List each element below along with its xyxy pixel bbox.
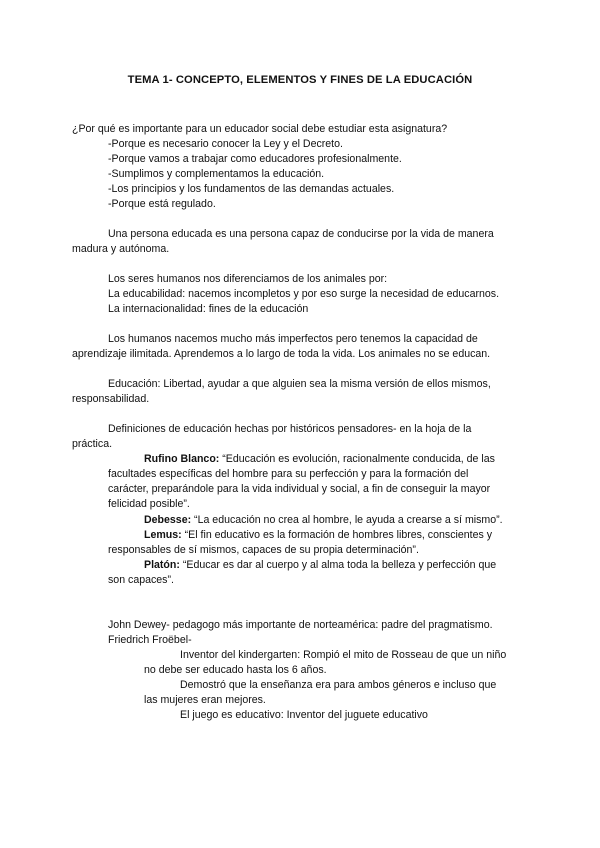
author-name: Platón: xyxy=(144,559,180,571)
definition-text: “Educar es dar al cuerpo y al alma toda la belleza y perfección que xyxy=(179,559,497,571)
froebel-heading: Friedrich Froëbel- xyxy=(108,634,192,646)
froebel-line: Demostró que la enseñanza era para ambos géneros e incluso que xyxy=(180,679,497,691)
paragraph-line: Una persona educada es una persona capaz de conducirse por la vida de manera xyxy=(108,228,494,240)
definition-debesse xyxy=(144,513,503,527)
definition-text: responsables de sí mismos, capaces de su propia determinación”. xyxy=(108,544,419,556)
paragraph-line: Definiciones de educación hechas por históricos pensadores- en la hoja de la xyxy=(108,423,472,435)
author-name: Debesse: xyxy=(144,514,192,526)
question-line: ¿Por qué es importante para un educador social debe estudiar esta asignatura? xyxy=(72,123,448,135)
definition-text: carácter, preparándole para la vida individual y social, a fin de conseguir la mayor xyxy=(108,483,491,495)
document-title: TEMA 1- CONCEPTO, ELEMENTOS Y FINES DE LA EDUCACIÓN xyxy=(127,74,473,86)
paragraph-line: Educación: Libertad, ayudar a que alguien sea la misma versión de ellos mismos, xyxy=(108,378,491,390)
definition-text: facultades específicas del hombre para su perfección y para la formación del xyxy=(108,468,469,480)
reason-item: -Porque está regulado. xyxy=(108,198,216,210)
paragraph-line: responsabilidad. xyxy=(72,393,150,405)
paragraph-line: madura y autónoma. xyxy=(72,243,170,255)
froebel-line: las mujeres eran mejores. xyxy=(144,694,266,706)
reason-item: -Los principios y los fundamentos de las demandas actuales. xyxy=(108,183,395,195)
froebel-line: El juego es educativo: Inventor del juguete educativo xyxy=(180,709,428,721)
froebel-line: Inventor del kindergarten: Rompió el mito de Rosseau de que un niño xyxy=(180,649,507,661)
paragraph-line: La internacionalidad: fines de la educación xyxy=(108,303,309,315)
paragraph-line: John Dewey- pedagogo más importante de norteamérica: padre del pragmatismo. xyxy=(108,619,493,631)
author-name: Lemus: xyxy=(144,529,182,541)
definition-text: “Educación es evolución, racionalmente conducida, de las xyxy=(219,453,495,465)
paragraph-line: aprendizaje ilimitada. Aprendemos a lo largo de toda la vida. Los animales no se educan. xyxy=(72,348,491,360)
reason-item: -Porque vamos a trabajar como educadores profesionalmente. xyxy=(108,153,402,165)
paragraph-line: La educabilidad: nacemos incompletos y por eso surge la necesidad de educarnos. xyxy=(108,288,500,300)
definition-text: felicidad posible”. xyxy=(108,498,190,510)
paragraph-line: práctica. xyxy=(72,438,113,450)
paragraph-line: Los humanos nacemos mucho más imperfectos pero tenemos la capacidad de xyxy=(108,333,478,345)
definition-text: son capaces”. xyxy=(108,574,174,586)
definition-text: “El fin educativo es la formación de hombres libres, conscientes y xyxy=(181,529,492,541)
paragraph-line: Los seres humanos nos diferenciamos de los animales por: xyxy=(108,273,388,285)
froebel-line: no debe ser educado hasta los 6 años. xyxy=(144,664,327,676)
reason-item: -Porque es necesario conocer la Ley y el Decreto. xyxy=(108,138,343,150)
definition-text: “La educación no crea al hombre, le ayuda a crearse a sí mismo”. xyxy=(191,514,503,526)
definition-rufino xyxy=(144,452,495,466)
reason-item: -Sumplimos y complementamos la educación. xyxy=(108,168,325,180)
definition-lemus xyxy=(144,528,492,542)
author-name: Rufino Blanco: xyxy=(144,453,220,465)
definition-platon xyxy=(144,558,496,572)
